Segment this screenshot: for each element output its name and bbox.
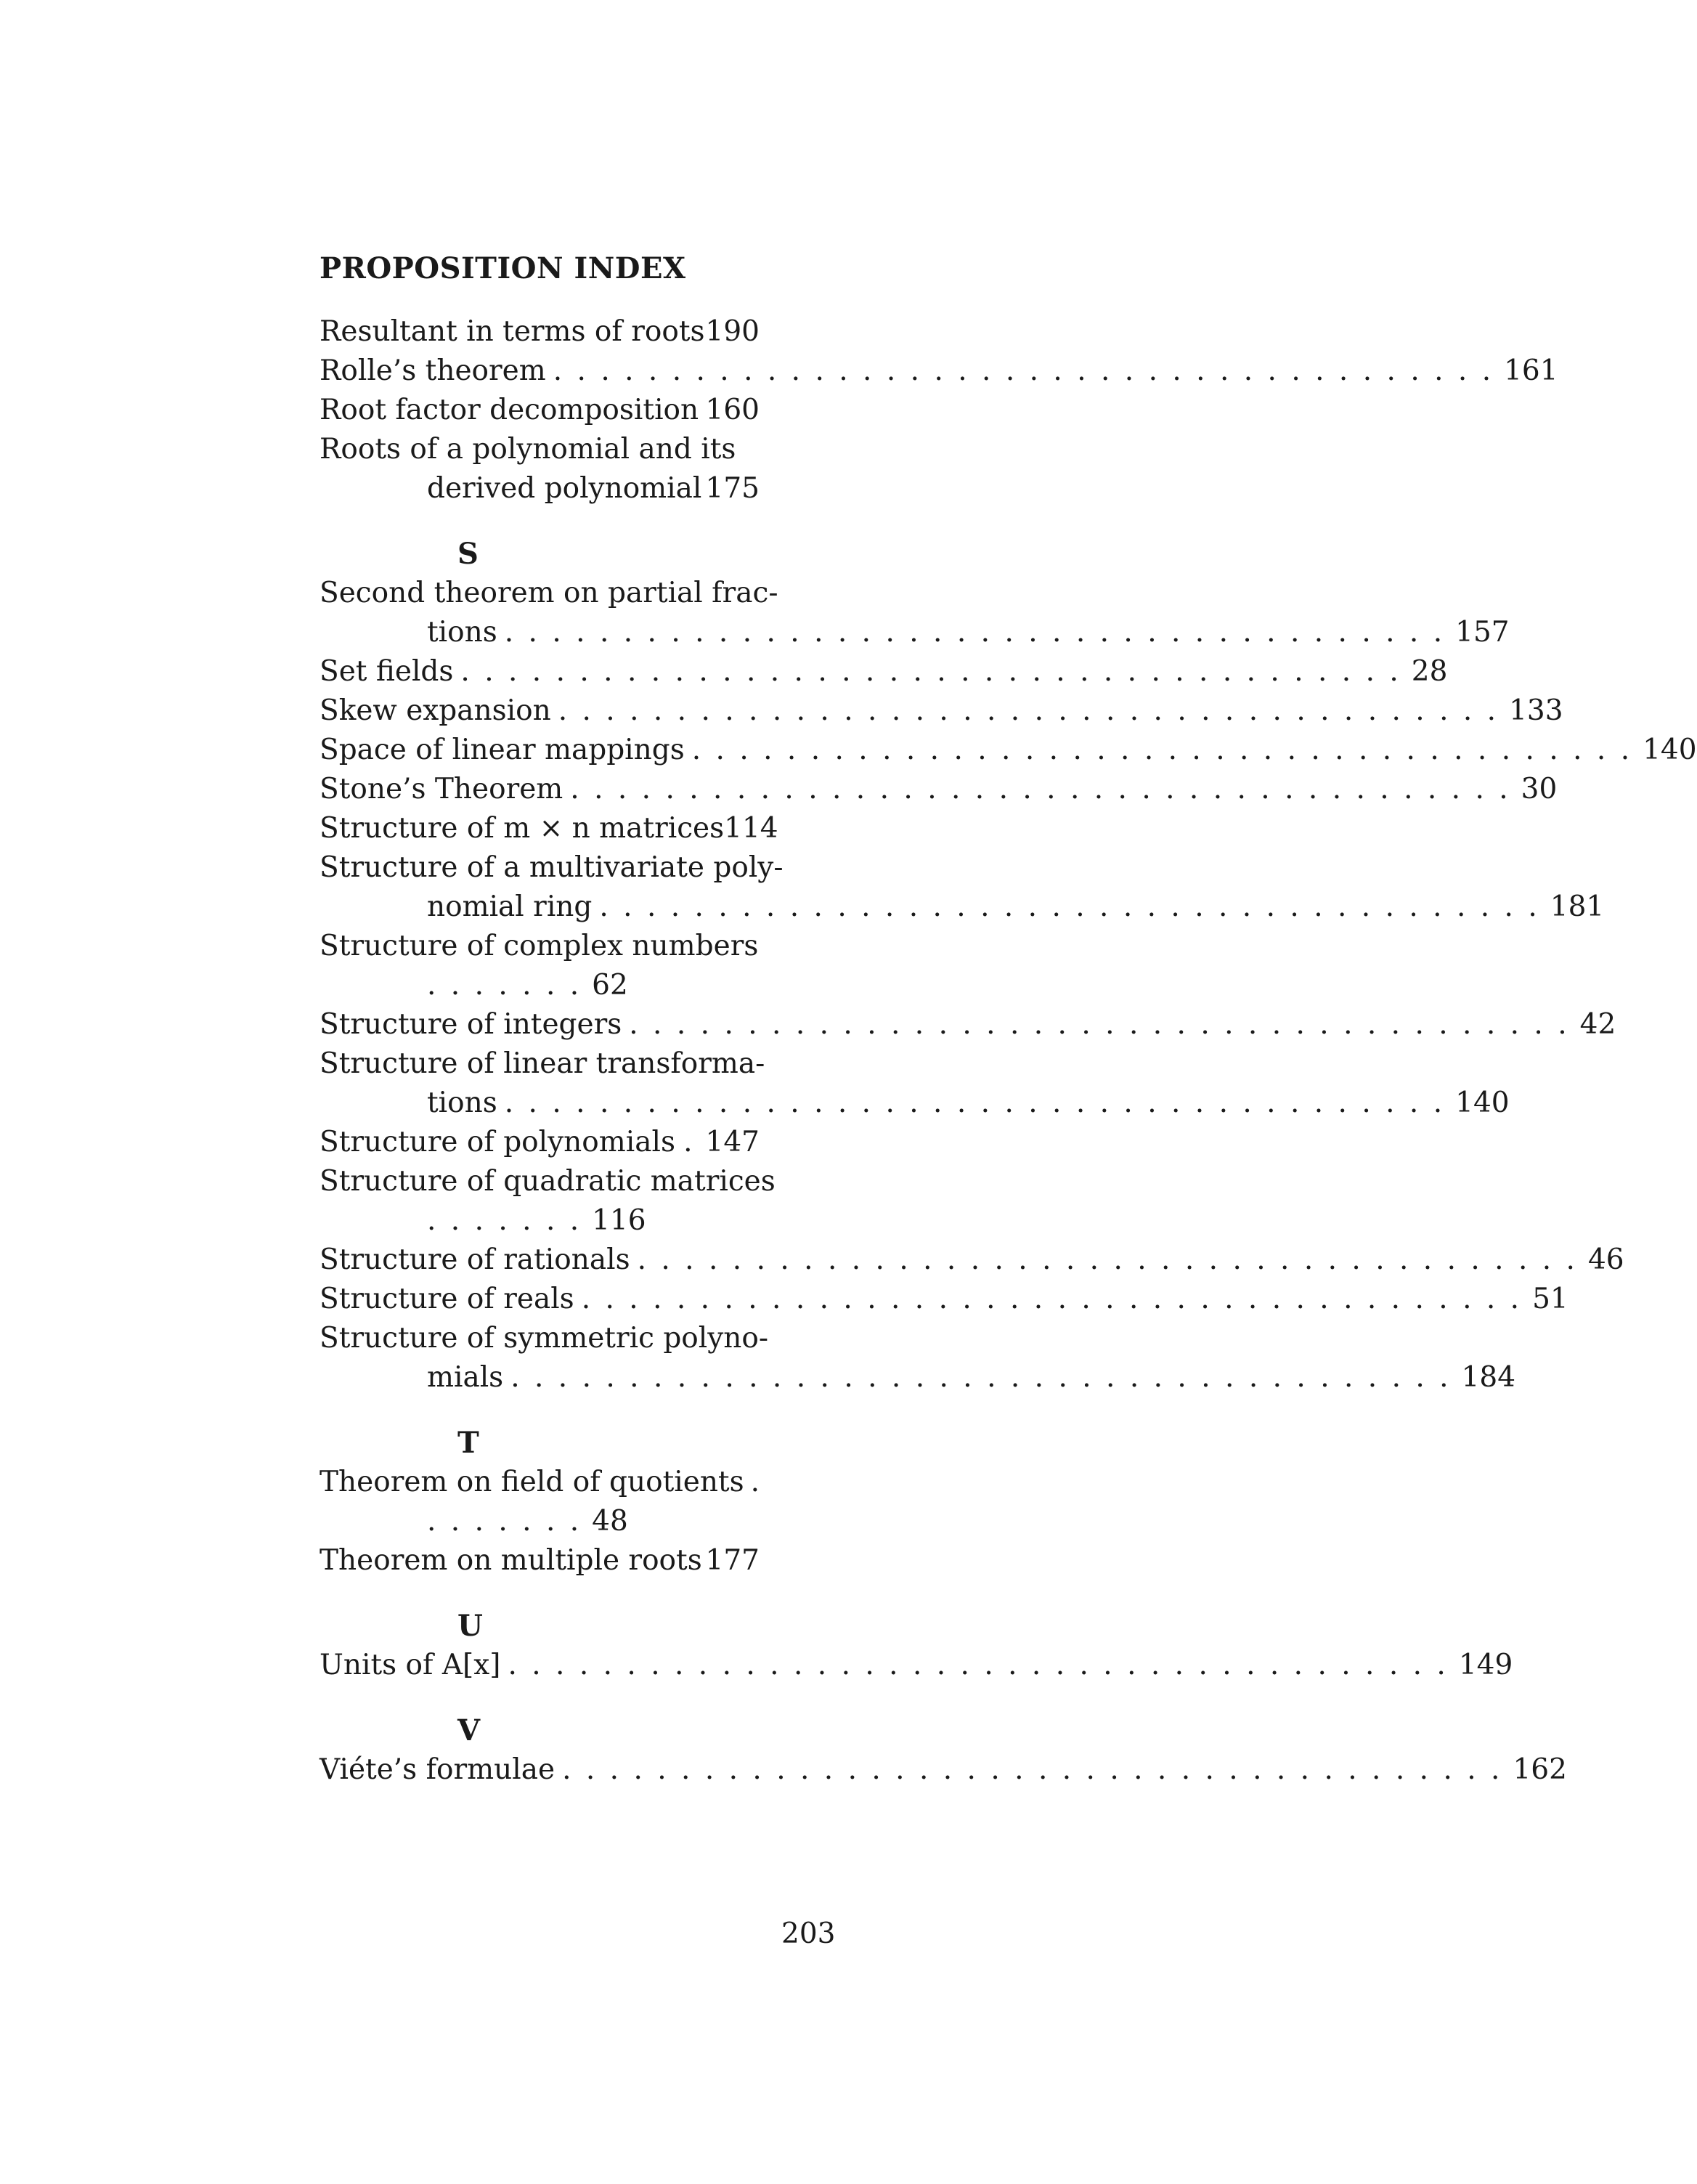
index-entry-field-quotients-line1 bbox=[320, 1463, 760, 1502]
entry-page: 147 bbox=[705, 1126, 760, 1158]
entry-page: 48 bbox=[592, 1505, 628, 1538]
dot-leader: . . . . . . . . . . . . . . . . . . . . . . . . . . . . . . . . . . . . . . . . bbox=[629, 1008, 1570, 1041]
entry-text: Structure of quadratic matrices bbox=[320, 1165, 776, 1198]
entry-page: 116 bbox=[592, 1204, 646, 1237]
entry-page: 114 bbox=[724, 812, 778, 845]
entry-page: 162 bbox=[1513, 1753, 1567, 1786]
index-entry-skew-expansion bbox=[320, 691, 1563, 731]
entry-text: Roots of a polynomial and its bbox=[320, 433, 736, 466]
index-entry-complex-line2 bbox=[320, 966, 760, 1005]
index-entry-complex-line1 bbox=[320, 927, 760, 966]
entry-text: derived polynomial bbox=[427, 472, 702, 505]
index-entry-structure-mxn bbox=[320, 809, 778, 848]
section-letter-v: V bbox=[457, 1713, 481, 1747]
proposition-index-list bbox=[320, 312, 1697, 1790]
entry-text: Stone’s Theorem bbox=[320, 773, 563, 805]
dot-leader: . . . . . . . bbox=[427, 969, 582, 1002]
entry-text: nomial ring bbox=[427, 890, 593, 923]
index-entry-set-fields bbox=[320, 652, 1448, 691]
dot-leader: . . . . . . . . . . . . . . . . . . . . . . . . . . . . . . . . . . . . . . . . bbox=[510, 1361, 1452, 1394]
dot-leader: . . . . . . . . . . . . . . . . . . . . . . . . . . . . . . . . . . . . . . . . bbox=[504, 616, 1446, 649]
dot-leader: . . . . . . . . . . . . . . . . . . . . . . . . . . . . . . . . . . . . . . . . bbox=[691, 734, 1633, 766]
index-entry-second-theorem-line2 bbox=[320, 613, 1510, 652]
entry-text: Structure of reals bbox=[320, 1283, 574, 1315]
entry-text: Rolle’s theorem bbox=[320, 354, 546, 387]
index-entry-quadratic-line2 bbox=[320, 1201, 760, 1241]
entry-text: Theorem on multiple roots bbox=[320, 1544, 702, 1577]
entry-text: Theorem on field of quotients bbox=[320, 1466, 744, 1498]
index-entry-symmetric-line2 bbox=[320, 1358, 1516, 1397]
index-heading: PROPOSITION INDEX bbox=[320, 251, 686, 285]
index-entry-field-quotients-line2 bbox=[320, 1502, 760, 1541]
dot-leader: . . . . . . . . . . . . . . . . . . . . . . . . . . . . . . . . . . . . . . . . bbox=[508, 1649, 1449, 1681]
entry-page: 28 bbox=[1411, 655, 1448, 688]
dot-leader: . bbox=[683, 1126, 696, 1158]
entry-text: Set fields bbox=[320, 655, 454, 688]
index-entry-resultant bbox=[320, 312, 760, 352]
entry-text: tions bbox=[427, 1087, 497, 1119]
entry-page: 177 bbox=[705, 1544, 760, 1577]
entry-page: 62 bbox=[592, 969, 628, 1002]
index-entry-units bbox=[320, 1646, 1513, 1685]
index-entry-multivariate-line2 bbox=[320, 888, 1605, 927]
index-entry-second-theorem-line1 bbox=[320, 574, 778, 613]
dot-leader: . . . . . . . . . . . . . . . . . . . . . . . . . . . . . . . . . . . . . . . . bbox=[581, 1283, 1523, 1315]
entry-text: Structure of symmetric polyno- bbox=[320, 1322, 769, 1355]
index-entry-reals bbox=[320, 1280, 1568, 1319]
page-number: 203 bbox=[781, 1917, 836, 1950]
index-entry-multivariate-line1 bbox=[320, 848, 784, 888]
entry-page: 149 bbox=[1458, 1649, 1513, 1681]
entry-page: 175 bbox=[705, 472, 760, 505]
index-entry-roots-polynomial-line2 bbox=[320, 469, 760, 508]
entry-text: Structure of integers bbox=[320, 1008, 622, 1041]
entry-page: 184 bbox=[1461, 1361, 1516, 1394]
section-letter-u: U bbox=[457, 1609, 483, 1643]
index-entry-viete bbox=[320, 1750, 1567, 1790]
entry-text: Skew expansion bbox=[320, 694, 551, 727]
entry-page: 181 bbox=[1550, 890, 1605, 923]
entry-text: Structure of a multivariate poly- bbox=[320, 851, 784, 884]
entry-text: Structure of polynomials bbox=[320, 1126, 675, 1158]
entry-page: 140 bbox=[1455, 1087, 1510, 1119]
entry-text: Structure of m × n matrices bbox=[320, 812, 725, 845]
index-entry-multiple-roots bbox=[320, 1541, 760, 1580]
entry-page: 190 bbox=[705, 315, 760, 348]
entry-page: 42 bbox=[1579, 1008, 1616, 1041]
index-entry-roots-polynomial-line1 bbox=[320, 430, 760, 469]
dot-leader: . . . . . . . . . . . . . . . . . . . . . . . . . . . . . . . . . . . . . . . . bbox=[570, 773, 1511, 805]
dot-leader: . . . . . . . . . . . . . . . . . . . . . . . . . . . . . . . . . . . . . . . . bbox=[637, 1243, 1578, 1276]
index-entry-space-linear bbox=[320, 731, 1697, 770]
index-entry-polynomials bbox=[320, 1123, 760, 1162]
index-entry-integers bbox=[320, 1005, 1616, 1044]
index-entry-rolle bbox=[320, 352, 1558, 391]
index-entry-root-factor bbox=[320, 391, 760, 430]
entry-page: 133 bbox=[1509, 694, 1563, 727]
entry-text: Root factor decomposition bbox=[320, 394, 699, 426]
section-letter-s: S bbox=[457, 537, 479, 571]
entry-page: 161 bbox=[1504, 354, 1558, 387]
index-entry-rationals bbox=[320, 1241, 1624, 1280]
entry-text: mials bbox=[427, 1361, 504, 1394]
entry-page: 160 bbox=[705, 394, 760, 426]
dot-leader: . . . . . . . . . . . . . . . . . . . . . . . . . . . . . . . . . . . . . . . . bbox=[553, 354, 1494, 387]
index-entry-symmetric-line1 bbox=[320, 1319, 769, 1358]
dot-leader: . . . . . . . . . . . . . . . . . . . . . . . . . . . . . . . . . . . . . . . . bbox=[558, 694, 1499, 727]
index-entry-linear-trans-line1 bbox=[320, 1044, 765, 1084]
entry-text: Structure of rationals bbox=[320, 1243, 630, 1276]
index-entry-stone bbox=[320, 770, 1558, 809]
dot-leader: . . . . . . . . . . . . . . . . . . . . . . . . . . . . . . . . . . . . . . . . bbox=[562, 1753, 1503, 1786]
dot-leader: . . . . . . . . . . . . . . . . . . . . . . . . . . . . . . . . . . . . . . . . bbox=[460, 655, 1401, 688]
entry-page: 140 bbox=[1643, 734, 1697, 766]
entry-text: Space of linear mappings bbox=[320, 734, 685, 766]
entry-text: Second theorem on partial frac- bbox=[320, 577, 778, 609]
dot-leader: . . . . . . . bbox=[427, 1505, 582, 1538]
index-entry-linear-trans-line2 bbox=[320, 1084, 1510, 1123]
entry-text: Units of A[x] bbox=[320, 1649, 501, 1681]
entry-text: tions bbox=[427, 616, 497, 649]
entry-text: Structure of linear transforma- bbox=[320, 1047, 765, 1080]
entry-text: Viéte’s formulae bbox=[320, 1753, 556, 1786]
entry-page: 30 bbox=[1521, 773, 1558, 805]
index-entry-quadratic-line1 bbox=[320, 1162, 776, 1201]
dot-leader: . . . . . . . . . . . . . . . . . . . . . . . . . . . . . . . . . . . . . . . . bbox=[599, 890, 1540, 923]
dot-leader: . bbox=[750, 1466, 760, 1498]
dot-leader: . . . . . . . . . . . . . . . . . . . . . . . . . . . . . . . . . . . . . . . . bbox=[504, 1087, 1446, 1119]
entry-page: 157 bbox=[1455, 616, 1510, 649]
section-letter-t: T bbox=[457, 1426, 479, 1460]
entry-page: 46 bbox=[1587, 1243, 1624, 1276]
entry-text: Structure of complex numbers bbox=[320, 930, 759, 962]
entry-text: Resultant in terms of roots bbox=[320, 315, 705, 348]
entry-page: 51 bbox=[1532, 1283, 1568, 1315]
dot-leader: . . . . . . . bbox=[427, 1204, 582, 1237]
